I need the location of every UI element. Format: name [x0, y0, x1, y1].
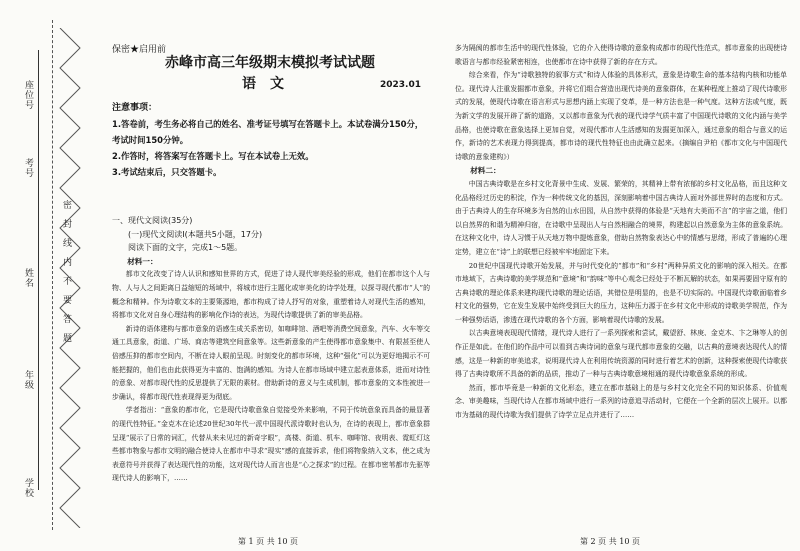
grade-label: 年级: [23, 370, 33, 390]
left-column: [112, 214, 430, 486]
material-label: 材料一：: [127, 256, 158, 266]
paragraph: 以古典意境表现现代情绪，现代诗人进行了一系列探索和尝试，戴望舒、林庚、金克木、卞之琳等人的创作正是如此。在他们的作品中可以看到古典诗词的意象与现代都市意象的交融，以古典的意境表达现代人的情感，这是一种新的审美追求，说明现代诗人在利用传统资源的同时进行着艺术的创新，这种探索使现代诗歌获得了古典诗歌所不具备的新的品质，推动了一种与古典诗歌意境相通的现代诗歌意象系统的形成。: [455, 329, 787, 379]
paragraph: 新诗的语体建构与都市意象的语感生成关系密切，如咖啡馆、酒吧等消费空间意象，汽车、火车等交通工具意象，街道、广场、商店等建筑空间意象等。这些新意象的产生使得都市意象集中、有限甚至使人倍感压抑的都市空间内，不断在诗人眼前呈现。时刻变化的都市环境，这种“强化”可以为更好地揭示不可能把握的，他们也由此获得更为丰富的、饱满的感知。为诗人在都市场域中建立起表意体系，进而对诗性的意象、对都市现代性的反思提供了无限的素材。借助新诗的意义与生成机制，都市意象的文本性被进一步确认，将都市现代性表现得更为彻底。: [112, 324, 430, 401]
subject-title: 语文: [242, 76, 298, 92]
paragraph: 多为隔阂的都市生活中的现代性体验，它的介入使得诗歌的意象构成都市的现代性范式，都市意象的出现使诗歌语言与都市经验紧密相连，也使都市在诗中获得了新的存在方式。: [455, 44, 787, 66]
paragraph: 综合来看，作为“诗歌独特的叙事方式”和诗人体验的具体形式，意象是诗歌生命的基本结构内核和功能单位。现代诗人注重发掘都市意象，并将它们组合营造出现代诗美的意象群体，在某种程度上推动了现代诗歌形式的发展，使现代诗歌在语言形式与思想内涵上实现了变革，是一种方法也是一种气度。这种方法或气度，既为新文学的发展开辟了新的道路，又以都市意象为代表的现代诗学气质丰富了中国现代诗歌的文化内涵与美学品格，也使诗歌在意象选择上更加自觉，对现代都市人生活感知的发掘更加深入，通过意象的组合与意义的运作，新诗的艺术表现力得到提高，都市诗的现代性特征也由此确立起来。（摘编自尹柏《都市文化与中国现代诗歌的意象建构》）: [455, 71, 787, 161]
subsection-heading: (一)现代文阅读Ⅰ(本题共5小题，17分): [128, 229, 263, 239]
seat-number-label: 座位号: [23, 80, 33, 110]
page-number-right: 第 2 页 共 10 页: [580, 537, 640, 546]
paragraph: 都市文化改变了诗人认识和感知世界的方式，促进了诗人现代审美经验的形成，他们在都市这个人与物、人与人之间距离日益缩短的场域中，将城市进行主题化或审美化的诗学处理，以探寻现代都市“人”的概念和精神。作为诗歌文本的主要策源地，都市构成了诗人抒写的对象，重塑着诗人对现代生活的感知，将都市文化对自身心理结构的影响化作诗的表达，为现代诗歌提供了新的审美品格。: [112, 270, 430, 320]
paragraph: 20世纪中国现代诗歌开始发展，并与时代变化的“都市”和“乡村”两种异质文化的影响的深入相关。在都市地域下，古典诗歌的美学规范和“意境”和“韵味”等中心观念已经处于不断瓦解的状态，如果再要固守原有的古典诗歌的理论体系来建构现代诗歌的理论话语，其错位是明显的，也是不切实际的。中国现代诗歌面临着乡村文化的强势，它在发生发展中始终受到巨大的压力，这种压力源于在乡村文化中形成的诗歌美学规范，作为一种强势话语，渗透在现代诗歌的各个方面，影响着现代诗歌的发展。: [455, 261, 787, 324]
seal-dash-line: [52, 20, 53, 530]
exam-date: 2023.01: [380, 80, 421, 90]
paragraph: 然而，都市毕竟是一种新的文化形态，建立在都市基础上的是与乡村文化完全不同的知识体系、价值观念、审美趣味，当现代诗人在都市场域中进行一系列的诗意追寻活动时，它便在一个全新的层次上展开。以都市为基础的现代诗歌为我们提供了诗学立足点并进行了……: [455, 383, 787, 420]
binding-line: [38, 50, 39, 490]
binding-strip: [0, 0, 98, 551]
notes-item: 1.答卷前，考生务必将自己的姓名、准考证号填写在答题卡上。本试卷满分150分，考试时间150分钟。: [112, 119, 424, 145]
page-number-left: 第 1 页 共 10 页: [238, 537, 298, 546]
school-label: 学校: [23, 478, 33, 498]
instruction-text: 阅读下面的文字，完成1～5题。: [128, 243, 243, 253]
secret-label: 保密★启用前: [112, 45, 167, 55]
notes-item: 2.作答时，将答案写在答题卡上。写在本试卷上无效。: [112, 151, 314, 161]
paragraph: 学者指出：“意象的都市化，它是现代诗歌意象自觉接受外来影响，不同于传统意象而具备的最显著的现代性特征。”金克木在论述20世纪30年代一派中国现代派诗歌时也认为，在诗的表现上，都市意象群呈现“展示了日常的词汇，代替从来未见过的新奇字眼”，高楼、街道、机车、咖啡馆、夜明表、霓虹灯这些都市物象与都市文明的融合使诗人在都市中寻求“现实”感的直接诉求，他们将物象纳入文本，使之成为表意符号并获得了表达现代性的功能，这对现代诗人而言也是“心之探求”的过程。在都市密苇都市先驱等现代诗人的影响下，……: [112, 406, 430, 483]
right-column: [455, 42, 787, 423]
seal-line-text: 密封线内不要答题: [61, 200, 71, 352]
notes-block: [112, 100, 430, 180]
section-heading: 一、现代文阅读(35分): [112, 216, 193, 225]
paragraph: 中国古典诗歌是在乡村文化背景中生成、发展、繁荣的，其精神上带有浓郁的乡村文化品格，而且这种文化品格经过历史的积淀，作为一种传统文化的基因，深刻影响着中国古典诗人面对外部世界时的态度和方式。由于古典诗人的生存环境多为自然的山水田园，从自然中获得的体验是“天地有大美而不言”的宇宙之道，他们以自然界的和谐为精神归宿，在诗歌中呈现出人与自然相融合的境界，构建起以自然意象为主体的意象系统。在这种文化中，诗人习惯于从天地万物中提炼意象，借助自然物象表达心中的情感与思绪，形成了普遍的心理定势，建立在“诗”上的联想已经被牢牢地固定下来。: [455, 179, 787, 256]
notes-heading: 注意事项：: [112, 103, 158, 113]
page-title: 赤峰市高三年级期末模拟考试试题: [165, 55, 375, 71]
notes-item: 3.考试结束后，只交答题卡。: [112, 167, 222, 177]
exam-number-label: 考号: [23, 158, 33, 178]
material-label: 材料二：: [470, 166, 501, 176]
name-label: 姓名: [23, 268, 33, 288]
